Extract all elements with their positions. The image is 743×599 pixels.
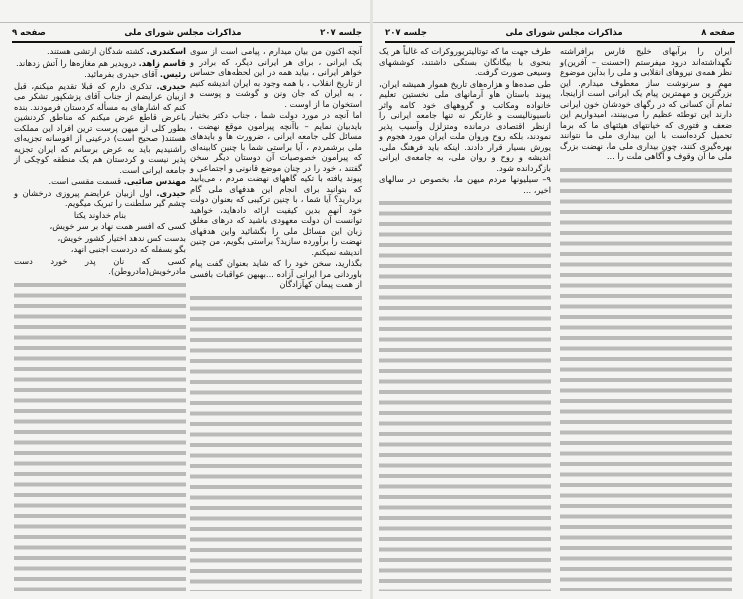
speech-text: تذکری دارم که قبلا تقدیم میکنم، قبل ازبیان عرایضم از جناب آقای پزشکپور تشکر می کنم که اشارهای به مسأله کردستان فرمودند. بنده باعرض قاطع عرض میکنم که مناطق کردنشین بطور کلی از میهن پرست ترین افراد این مملکت هستند( صحیح است) درعینی از افوسانه تجزیه‌ای راشنیدیم باید به عرض برسانم که ایران تجزیه پذیر نیست و کردستان هم یک منطقه کوچکی از جامعه ایرانی است. bbox=[14, 80, 186, 175]
illegible-text bbox=[560, 165, 732, 592]
speech bbox=[14, 69, 186, 80]
text-column-left bbox=[14, 46, 186, 591]
poem-heading: بنام خداوند یکتا bbox=[73, 209, 127, 220]
speaker-name: قاسم زاهد. bbox=[138, 57, 186, 68]
speaker-name: اسکندری. bbox=[146, 46, 186, 56]
page-header bbox=[385, 27, 735, 39]
left-page bbox=[0, 0, 370, 599]
speaker-name: رئیس. bbox=[159, 69, 186, 79]
paragraph: ایران را برآبهای خلیج فارس برافراشته نگهداشته‌اند درود میفرستم (احسنت – آفرین)و نظر همه‌ی نیروهای انقلابی و ملی را بدآین موضوع مهم و سرنوشت ساز معطوف میدارم. این بزرگترین و مهمترین پیام یک ایرانی است ازاینجا، تمام آن کسانی که در رگهای خودشان خون ایرانی دارند این توطئه عظیم را می‌بینند، امیدواریم این ضعف و فتوری که خیانتهای هیئتهای ما که برما تحمیل کرده‌است با این بیداری ملی ما نتوانند بهره‌گیری کنند، چون بیداری ملی ما، نهضت بزرگ ملی ما آن وقوف و آگاهی ملت را ... bbox=[560, 46, 732, 161]
text-column-left bbox=[379, 46, 551, 591]
speaker-name: مهندس صائبی. bbox=[123, 176, 186, 186]
speaker-name: حیدری. bbox=[156, 187, 187, 198]
speech-text: اول ازبیان عرایضم پیروزی درخشان و چشم گیر سلطنت را تبریک میگویم. bbox=[14, 187, 186, 208]
poem-line: بدست کس ندهد اختیار کشور خویش، bbox=[57, 232, 186, 243]
poem-line: بگو بسفله که دردست اجنبی انهد، bbox=[70, 244, 186, 254]
speech bbox=[14, 176, 186, 187]
paragraph: طرف جهت ما که توتالیتریوروکرات که غالباً هر یک بنحوی با بیگانگان بستگی داشتند، کوششهای وسیعی صورت گرفت. bbox=[379, 46, 551, 77]
publication-title: مذاکرات مجلس شورای ملی bbox=[124, 28, 242, 38]
scan-edge-line bbox=[0, 22, 370, 23]
poem-line: کسی که نان پدر خورد دست مادرخویش(مادروطن). bbox=[14, 255, 186, 276]
speech-text: کشته شدگان ارتشی هستند. bbox=[47, 46, 144, 56]
page-number: صفحه ۸ bbox=[701, 28, 735, 38]
speech-text: قسمت مقسی است. bbox=[48, 176, 122, 186]
text-column-right bbox=[190, 46, 362, 591]
header-rule bbox=[385, 41, 735, 43]
speech-text: آقای حیدری بفرمائید. bbox=[84, 69, 158, 79]
publication-title: مذاکرات مجلس شورای ملی bbox=[505, 28, 623, 38]
speech bbox=[14, 188, 186, 209]
speech-text: درویدیر هم مغازه‌ها را آتش زدهاند. bbox=[15, 57, 136, 68]
session-number: جلسه ۲۰۷ bbox=[320, 28, 362, 38]
scan-edge-line bbox=[373, 22, 743, 23]
paragraph: آنچه اکنون من بیان میدارم ، پیامی است از سوی یک ایرانی ، برای هر ایرانی دیگر، که برادر و خواهر ایرانی ، بیاید همه در این لحظه‌های حساس از تاریخ انقلاب ، با همه وجود به ایران اندیشه کنیم ، به ایران که جان ونن و گوشت و پوست و استخوان ما از اوست . bbox=[190, 46, 362, 109]
illegible-text bbox=[14, 280, 186, 592]
speech bbox=[14, 81, 186, 176]
page-header bbox=[12, 27, 362, 39]
illegible-text bbox=[379, 198, 551, 591]
paragraph: طی صده‌ها و هزاره‌های تاریخ هموار همیشه ایران، پیوند باستان هاو آرمانهای ملی نخستین تعلیم خانواده ومکاتب و گروههای خود کامه واثر ناسیونالیست و غارتگر نه تنها جامعه ایرانی را ازنظر اقتصادی درمانده ومتزلزل وآسیب پذیر نمودند، بلکه روح وروان ملت ایران مورد هجوم و یورش بسیار قرار دادند. اینکه باید فرهنگ ملی، اندیشه و روح و روان ملی، به جامعه‌ی ایرانی بازگردانده شود. bbox=[379, 78, 551, 173]
speech bbox=[14, 46, 186, 57]
illegible-text bbox=[190, 293, 362, 592]
speaker-name: حیدری. bbox=[156, 80, 187, 91]
poem-line: کسی که افسر همت نهاد بر سر خویش، bbox=[49, 221, 186, 231]
session-number: جلسه ۲۰۷ bbox=[385, 28, 427, 38]
right-page bbox=[373, 0, 743, 599]
page-number: صفحه ۹ bbox=[12, 28, 46, 38]
speech bbox=[14, 58, 186, 69]
paragraph: اما آنچه در مورد دولت شما ، جناب دکتر بختیار بایدبیان نمایم – باآنچه پیرامون موقع نهضت ، مسائل کلی جامعه ایرانی ، ضرورت ها و بایدهای ملی برشمردم ، آیا براستی شما با چنین کابینه‌ای که پیرامون خصوصیات آن دوستان دیگر سخن گفتند ، خود را در چنان موضع قانونی و اجتماعی و پیوند یافته با تکیه گاههای نهضت مردم ، می‌یابید که بتوانید برای انجام این هدفهای ملی گام بردارید؟ آیا شما ، با چنین ترکیبی که بعنوان دولت خود آنهم بدین کیفیت ارائه دادهاید، خواهید توانست آن دولت معهودی باشید که درهای مغلق زبان این مسائل ملی را بگشائید واین هدفهای نهضت را برآورده سازید؟ براستی بگویم، من چنین اندیشه نمیکنم. bbox=[190, 110, 362, 257]
paragraph: بگذارید، سخن خود را که شاید بعنوان گفت پیام باوردانی مرا ایرانی آزاده ...بهبهن عواقبات بافسی از همت پیمان کهآزادگان bbox=[190, 258, 362, 289]
header-rule bbox=[12, 41, 362, 43]
text-column-right bbox=[560, 46, 732, 591]
paragraph: ۹– سیلیونها مردم میهن ما، بخصوص در سالهای اخیر، ... bbox=[379, 174, 551, 195]
